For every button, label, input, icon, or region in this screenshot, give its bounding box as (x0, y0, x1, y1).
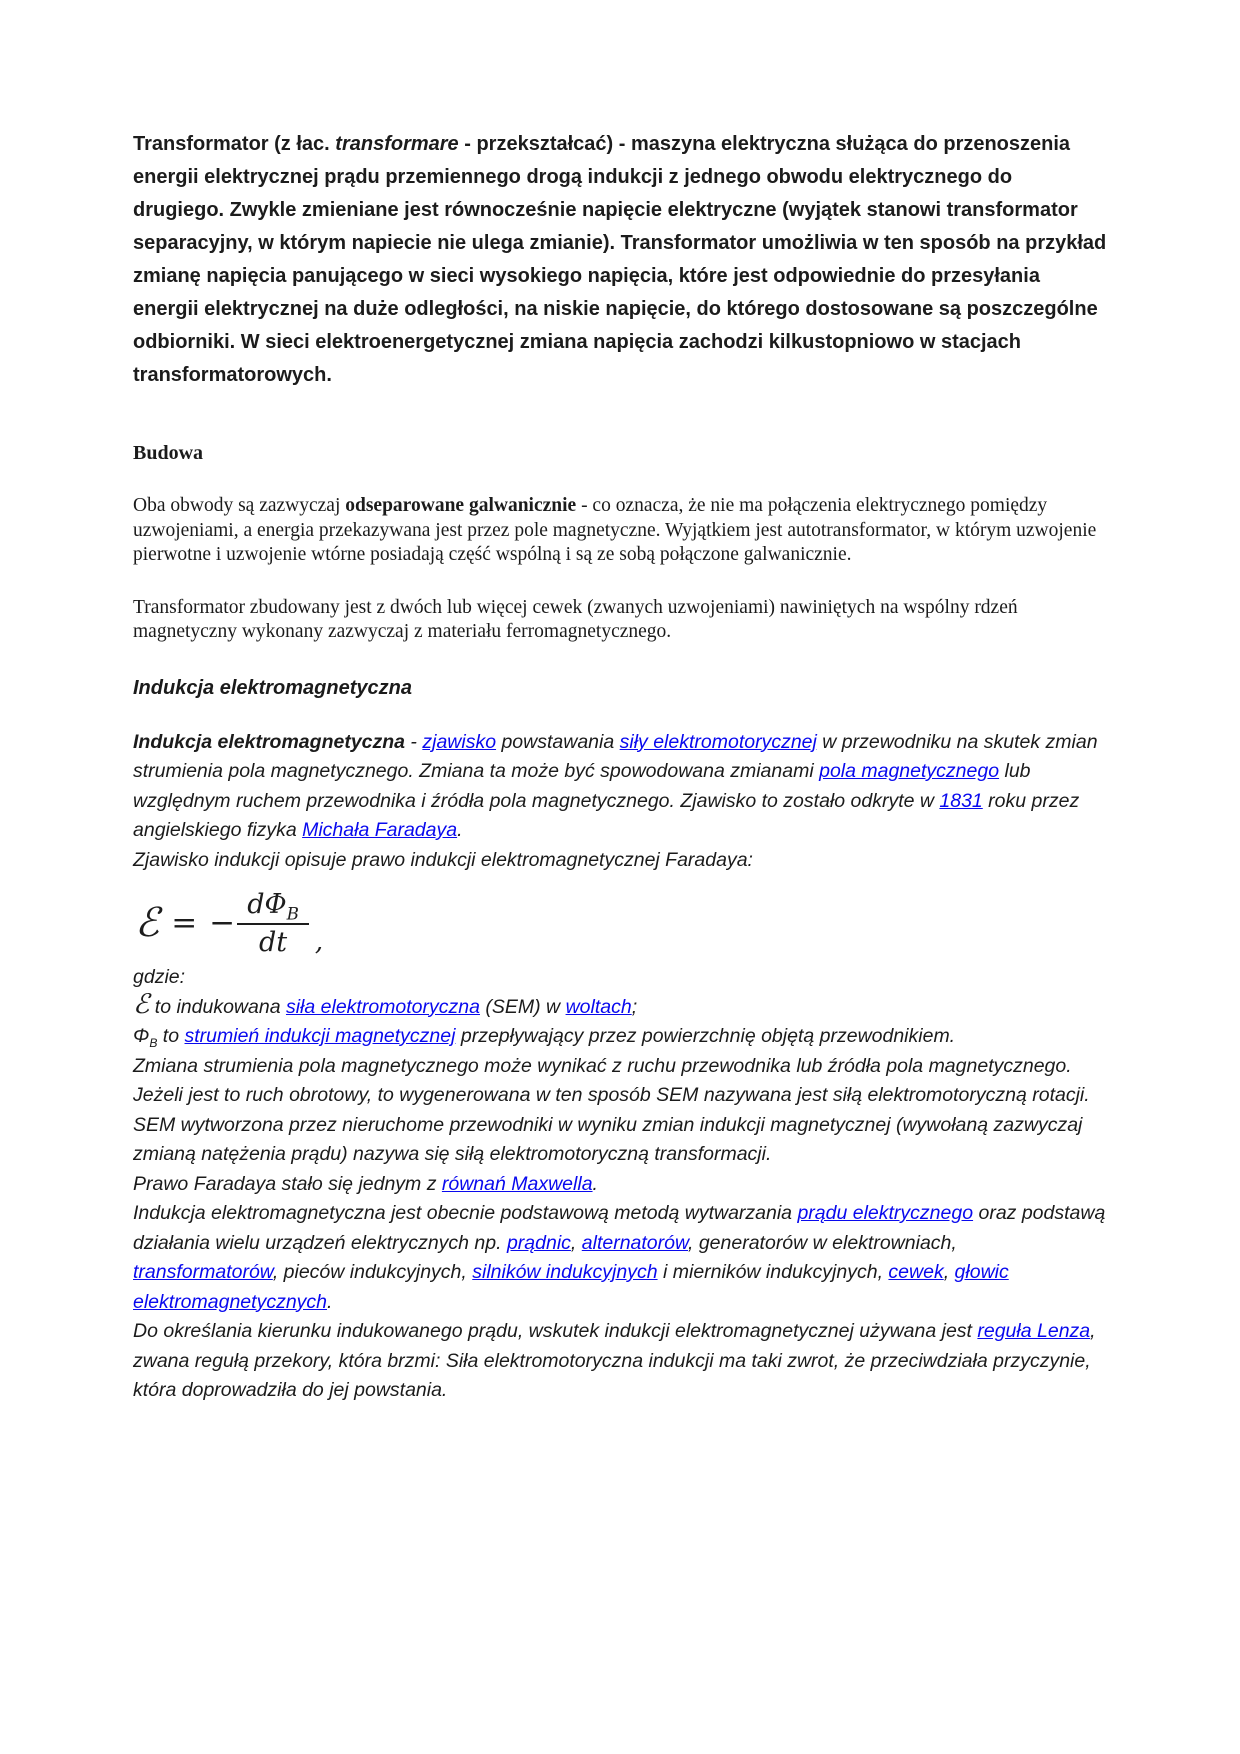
formula-denominator: dt (258, 926, 288, 958)
formula-emf-symbol: ℰ (135, 900, 160, 946)
text-run: Oba obwody są zazwyczaj (133, 495, 346, 516)
text-run: odseparowane galwanicznie (345, 495, 577, 516)
text-run: - (405, 730, 423, 753)
text-run: ; (631, 995, 638, 1018)
text-run: . (592, 1172, 598, 1195)
heading-budowa: Budowa (133, 442, 204, 464)
hyperlink[interactable]: pola magnetycznego (819, 760, 1000, 782)
text-run: . (457, 819, 463, 841)
text-run: , (570, 1231, 582, 1254)
maxwell-equations-line (133, 1170, 1107, 1200)
formula-numerator (237, 889, 309, 925)
hyperlink[interactable]: siły elektromotorycznej (619, 730, 817, 753)
text-run: w przewodniku na skutek zmian strumienia pola magnetycznego. Zmiana ta może być spowodowana zmianami (133, 730, 1098, 782)
text-run: Indukcja elektromagnetyczna jest obecnie podstawową metodą wytwarzania (133, 1202, 798, 1224)
hyperlink[interactable]: 1831 (939, 789, 983, 812)
text-run: (SEM) w (479, 995, 566, 1018)
intro-paragraph (133, 128, 1107, 392)
gdzie-label (133, 963, 1107, 993)
hyperlink[interactable]: cewek (888, 1261, 944, 1283)
text-run: to (157, 1025, 185, 1047)
text-run: - przekształcać) - maszyna elektryczna służąca do przenoszenia energii elektrycznej prądu przemiennego drogą indukcji z jednego obwodu elektrycznego do drugiego. Zwykle zmieniane jest równocześnie napięcie elektryczne (wyjątek stanowi transformator separacyjny, w którym napiecie nie ulega zmianie). Transformator umożliwia w ten sposób na przykład zmianę napięcia panującego w sieci wysokiego napięcia, które jest odpowiednie do przesyłania energii elektrycznej na duże odległości, na niskie napięcie, do którego dostosowane są poszczególne odbiorniki. W sieci elektroenergetycznej zmiana napięcia zachodzi kilkustopniowo w stacjach transformatorowych. (133, 133, 1107, 386)
text-run: oraz podstawą działania wielu urządzeń elektrycznych np. (133, 1202, 1106, 1254)
text-run: , pieców indukcyjnych, (272, 1261, 473, 1283)
text-run: - co oznacza, że nie ma połączenia elektrycznego pomiędzy uzwojeniami, a energia przekazywana jest przez pole magnetyczne. Wyjątkiem jest autotransformator, w którym uzwojenie pierwotne i uzwojenie wtórne posiadają część wspólną i są ze sobą połączone galwanicznie. (133, 495, 1097, 565)
text-run: Do określania kierunku indukowanego prądu, wskutek indukcji elektromagnetycznej używana jest (133, 1320, 978, 1342)
text-run: Prawo Faradaya stało się jednym z (133, 1172, 442, 1195)
text-run: . (327, 1290, 333, 1313)
indukcja-definition-paragraph (133, 728, 1107, 846)
budowa-paragraph-1 (133, 494, 1107, 568)
text-run: to indukowana (149, 995, 286, 1018)
hyperlink[interactable]: Michała Faradaya (302, 819, 458, 841)
budowa-paragraph-2 (133, 596, 1107, 645)
text-run: Transformator zbudowany jest z dwóch lub więcej cewek (zwanych uzwojeniami) nawiniętych na wspólny rdzeń magnetyczny wykonany zazwyczaj z materiału ferromagnetycznego. (133, 596, 1018, 642)
rotation-emf-line (133, 1081, 1107, 1111)
text-run: Zmiana strumienia pola magnetycznego może wynikać z ruchu przewodnika lub źródła pola magnetycznego. (133, 1054, 1072, 1077)
formula-numerator-text: dΦ (247, 888, 287, 920)
sem-definition-line (133, 988, 1107, 1023)
transformation-emf-line (133, 1111, 1107, 1170)
heading-indukcja-elektromagnetyczna: Indukcja elektromagnetyczna (133, 676, 412, 699)
lenz-rule-paragraph (133, 1317, 1107, 1406)
applications-paragraph (133, 1199, 1107, 1317)
hyperlink[interactable]: zjawisko (422, 730, 497, 753)
text-run: roku przez angielskiego fizyka (133, 789, 1080, 841)
hyperlink[interactable]: prądu elektrycznego (797, 1202, 974, 1224)
formula-minus-sign: − (209, 905, 236, 941)
text-run: gdzie: (133, 966, 186, 988)
text-run: przepływający przez powierzchnię objętą przewodnikiem. (455, 1025, 956, 1047)
flux-change-line (133, 1052, 1107, 1082)
text-run: (z łac. (268, 133, 336, 155)
emf-symbol-inline: ℰ (133, 988, 150, 1020)
hyperlink[interactable]: głowic elektromagnetycznych (133, 1261, 1009, 1313)
formula-trailing-comma: , (314, 927, 324, 957)
text-run: Transformator (133, 133, 269, 155)
hyperlink[interactable]: siła elektromotoryczna (285, 995, 480, 1018)
faraday-law-formula (135, 887, 1107, 959)
hyperlink[interactable]: transformatorów (133, 1261, 273, 1283)
text-run: Φ (133, 1025, 150, 1047)
text-run: , zwana regułą przekory, która brzmi: Siła elektromotoryczna indukcji ma taki zwrot, że przeciwdziała przyczynie, która doprowadziła do jej powstania. (133, 1320, 1096, 1401)
hyperlink[interactable]: silników indukcyjnych (472, 1261, 658, 1283)
hyperlink[interactable]: strumień indukcji magnetycznej (184, 1025, 456, 1047)
formula-equals-sign: = (171, 905, 198, 941)
text-run: , generatorów w elektrowniach, (688, 1231, 957, 1254)
faraday-law-intro-line (133, 846, 1107, 876)
hyperlink[interactable]: reguła Lenza (977, 1320, 1091, 1342)
text-run: transformare (335, 133, 459, 155)
hyperlink[interactable]: woltach (565, 995, 632, 1018)
text-run: SEM wytworzona przez nieruchome przewodniki w wyniku zmian indukcji magnetycznej (wywołaną zazwyczaj zmianą natężenia prądu) nazywa się siłą elektromotoryczną transformacji. (133, 1113, 1083, 1165)
text-run: Indukcja elektromagnetyczna (133, 730, 406, 753)
hyperlink[interactable]: alternatorów (581, 1231, 688, 1254)
text-run: lub względnym ruchem przewodnika i źródła pola magnetycznego. Zjawisko to zostało odkryte w (133, 760, 1031, 812)
hyperlink[interactable]: równań Maxwella (441, 1172, 593, 1195)
formula-numerator-subscript: B (286, 902, 299, 923)
text-run: i mierników indukcyjnych, (657, 1261, 889, 1283)
subscript-text: B (149, 1035, 158, 1050)
formula-fraction (237, 889, 309, 958)
text-run: Zjawisko indukcji opisuje prawo indukcji elektromagnetycznej Faradaya: (133, 848, 753, 871)
text-run: , (943, 1261, 955, 1283)
text-run: powstawania (496, 730, 620, 753)
text-run: Jeżeli jest to ruch obrotowy, to wygenerowana w ten sposób SEM nazywana jest siłą elektromotoryczną rotacji. (133, 1084, 1090, 1106)
hyperlink[interactable]: prądnic (506, 1231, 571, 1254)
flux-definition-line (133, 1022, 1107, 1052)
